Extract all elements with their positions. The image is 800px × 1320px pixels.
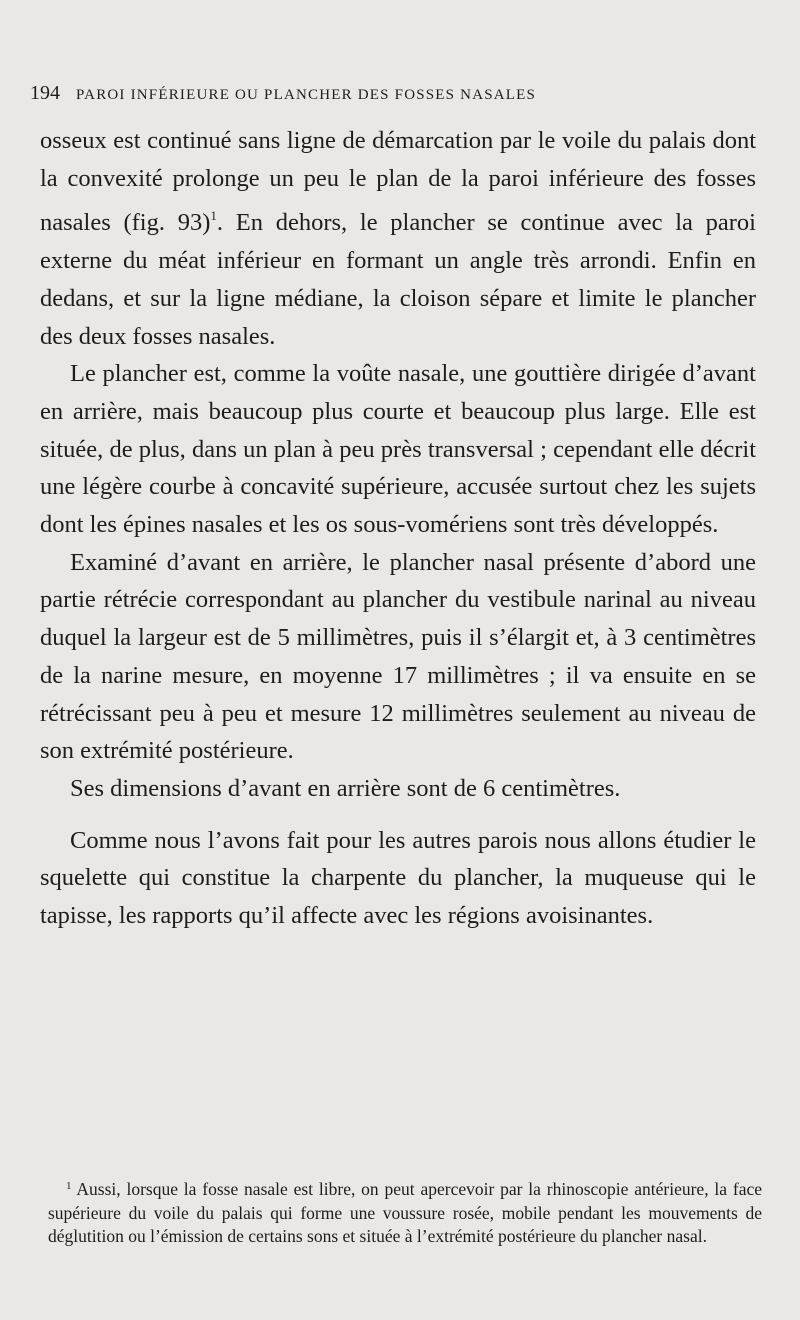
paragraph-4: Ses dimensions d’avant en arrière sont de 6 centimètres. — [70, 774, 621, 802]
paragraph-1 — [40, 122, 756, 355]
running-title: PAROI INFÉRIEURE OU PLANCHER DES FOSSES NASALES — [76, 87, 537, 103]
footnote-text: Aussi, lorsque la fosse nasale est libre, on peut apercevoir par la rhinoscopie antérieure, la face supérieure du voile du palais qui forme une voussure rosée, mobile pendant les mouvements de déglutition ou l’émission de certains sons et située à l’extrémité postérieure du plancher nasal. — [48, 1179, 762, 1246]
paragraph-5: Comme nous l’avons fait pour les autres parois nous allons étudier le squelette qui constitue la charpente du plancher, la muqueuse qui le tapisse, les rapports qu’il affecte avec les régions avoisinantes. — [40, 826, 756, 930]
paragraph-1-end: . En dehors, le plancher se continue avec la paroi externe du méat inférieur en formant un angle très arrondi. Enfin en dedans, et sur la ligne médiane, la cloison sépare et limite le plancher des deux fosses nasales. — [40, 209, 756, 350]
running-header — [30, 82, 770, 105]
paragraph-2: Le plancher est, comme la voûte nasale, une gouttière dirigée d’avant en arrière, mais beaucoup plus courte et beaucoup plus large. Elle est située, de plus, dans un plan à peu près transversal ; cependant elle décrit une légère courbe à concavité supérieure, accusée surtout chez les sujets dont les épines nasales et les os sous-vomériens sont très développés. — [40, 360, 756, 539]
footnote-reference: 1 — [210, 208, 217, 224]
footnote — [48, 1175, 762, 1249]
body-text — [40, 122, 756, 935]
page-number: 194 — [30, 82, 60, 104]
paragraph-3: Examiné d’avant en arrière, le plancher nasal présente d’abord une partie rétrécie correspondant au plancher du vestibule narinal au niveau duquel la largeur est de 5 millimètres, puis il s’élargit et, à 3 centimètres de la narine mesure, en moyenne 17 millimètres ; il va ensuite en se rétrécissant peu à peu et mesure 12 millimètres seulement au niveau de son extrémité postérieure. — [40, 548, 756, 765]
paragraph-1-start: osseux est continué sans ligne de démarcation par le voile du palais dont la convexité prolonge un peu le plan de la paroi inférieure des fosses nasales (fig. 93) — [40, 127, 756, 237]
footnote-marker: 1 — [66, 1180, 72, 1192]
